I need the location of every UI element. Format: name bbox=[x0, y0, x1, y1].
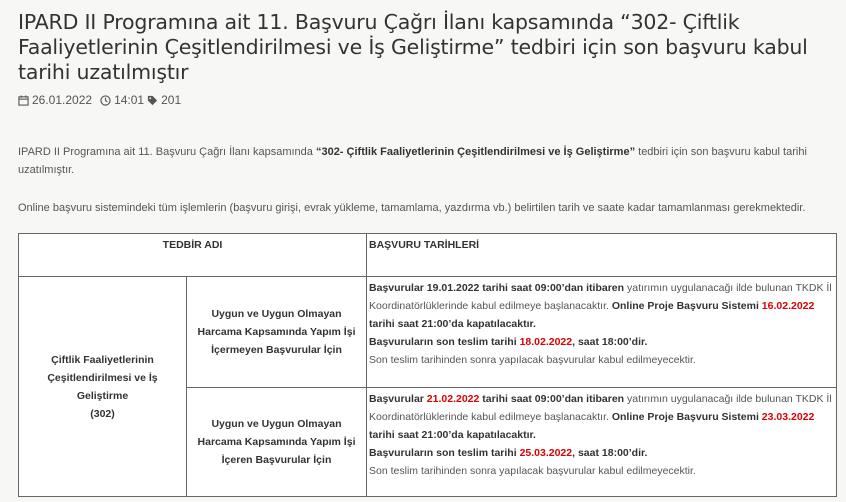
article-date: 26.01.2022 bbox=[32, 93, 93, 107]
deadline-date: 18.02.2022 bbox=[519, 336, 573, 348]
tag-icon bbox=[147, 95, 158, 106]
deadline-text: Başvuruların son teslim tarihi bbox=[369, 447, 520, 459]
dates-cell bbox=[367, 277, 837, 388]
intro-paragraph bbox=[18, 143, 828, 179]
measure-line: Çeşitlendirilmesi ve İş bbox=[47, 371, 158, 384]
clock-icon bbox=[100, 95, 111, 106]
table-header-row bbox=[19, 234, 837, 277]
measure-name-cell bbox=[19, 277, 187, 497]
start-text: Başvurular bbox=[369, 393, 427, 405]
article-meta bbox=[18, 93, 828, 107]
footer-text: Son teslim tarihinden sonra yapılacak başvurular kabul edilmeyecektir. bbox=[369, 354, 696, 366]
deadline-text: Başvuruların son teslim tarihi bbox=[369, 336, 520, 348]
online-close-date: 23.03.2022 bbox=[761, 411, 815, 423]
article-title: IPARD II Programına ait 11. Başvuru Çağrı İlanı kapsamında “302- Çiftlik Faaliyetlerinin Çeşitlendirilmesi ve İş Geliştirme” tedbiri için son başvuru kabul tarihi uzatılmıştır bbox=[18, 10, 808, 84]
online-system-label: Online Proje Başvuru Sistemi bbox=[611, 411, 759, 423]
table-row bbox=[19, 277, 837, 388]
application-type-cell: Uygun ve Uygun Olmayan Harcama Kapsamında Yapım İşi İçeren Başvurular İçin bbox=[187, 388, 367, 497]
article-time: 14:01 bbox=[114, 93, 145, 107]
measure-line: Geliştirme bbox=[76, 389, 129, 402]
header-measure: TEDBİR ADI bbox=[19, 234, 367, 277]
online-close-date: 16.02.2022 bbox=[761, 300, 815, 312]
intro-prefix: IPARD II Programına ait 11. Başvuru Çağrı İlanı kapsamında bbox=[18, 146, 316, 158]
body-text: yatırımın uygulanacağı ilde bulunan TKDK İl Koordinatörlüklerinde kabul edilmeye başlanacaktır. bbox=[369, 282, 832, 312]
intro-suffix: tedbiri için son başvuru kabul tarihi uzatılmıştır. bbox=[18, 146, 807, 176]
online-close-text: tarihi saat 21:00’da kapatılacaktır. bbox=[369, 429, 536, 441]
start-date: 21.02.2022 bbox=[426, 393, 480, 405]
deadline-suffix: , saat 18:00’dir. bbox=[572, 336, 648, 348]
application-type-cell: Uygun ve Uygun Olmayan Harcama Kapsamında Yapım İşi İçermeyen Başvurular İçin bbox=[187, 277, 367, 388]
dates-cell bbox=[367, 388, 837, 497]
calendar-icon bbox=[18, 95, 29, 106]
header-dates: BAŞVURU TARİHLERİ bbox=[367, 234, 837, 277]
dates-table bbox=[18, 233, 837, 497]
body-text: yatırımın uygulanacağı ilde bulunan TKDK İl Koordinatörlüklerinde kabul edilmeye başlanacaktır. bbox=[369, 393, 832, 423]
intro-measure-name: “302- Çiftlik Faaliyetlerinin Çeşitlendirilmesi ve İş Geliştirme” bbox=[315, 146, 636, 158]
deadline-suffix: , saat 18:00’dir. bbox=[572, 447, 648, 459]
footer-text: Son teslim tarihinden sonra yapılacak başvurular kabul edilmeyecektir. bbox=[369, 465, 696, 477]
deadline-date: 25.03.2022 bbox=[519, 447, 573, 459]
start-suffix: tarihi saat 09:00’dan itibaren bbox=[479, 393, 625, 405]
online-system-label: Online Proje Başvuru Sistemi bbox=[611, 300, 759, 312]
measure-code: (302) bbox=[90, 407, 115, 420]
notice-paragraph: Online başvuru sistemindeki tüm işlemlerin (başvuru girişi, evrak yükleme, tamamlama, yazdırma vb.) belirtilen tarih ve saate kadar tamamlanması gerekmektedir. bbox=[18, 202, 806, 214]
online-close-text: tarihi saat 21:00’da kapatılacaktır. bbox=[369, 318, 536, 330]
measure-line: Çiftlik Faaliyetlerinin bbox=[51, 353, 154, 366]
article-views: 201 bbox=[161, 93, 182, 107]
start-text: Başvurular 19.01.2022 tarihi saat 09:00’dan itibaren bbox=[369, 282, 625, 294]
